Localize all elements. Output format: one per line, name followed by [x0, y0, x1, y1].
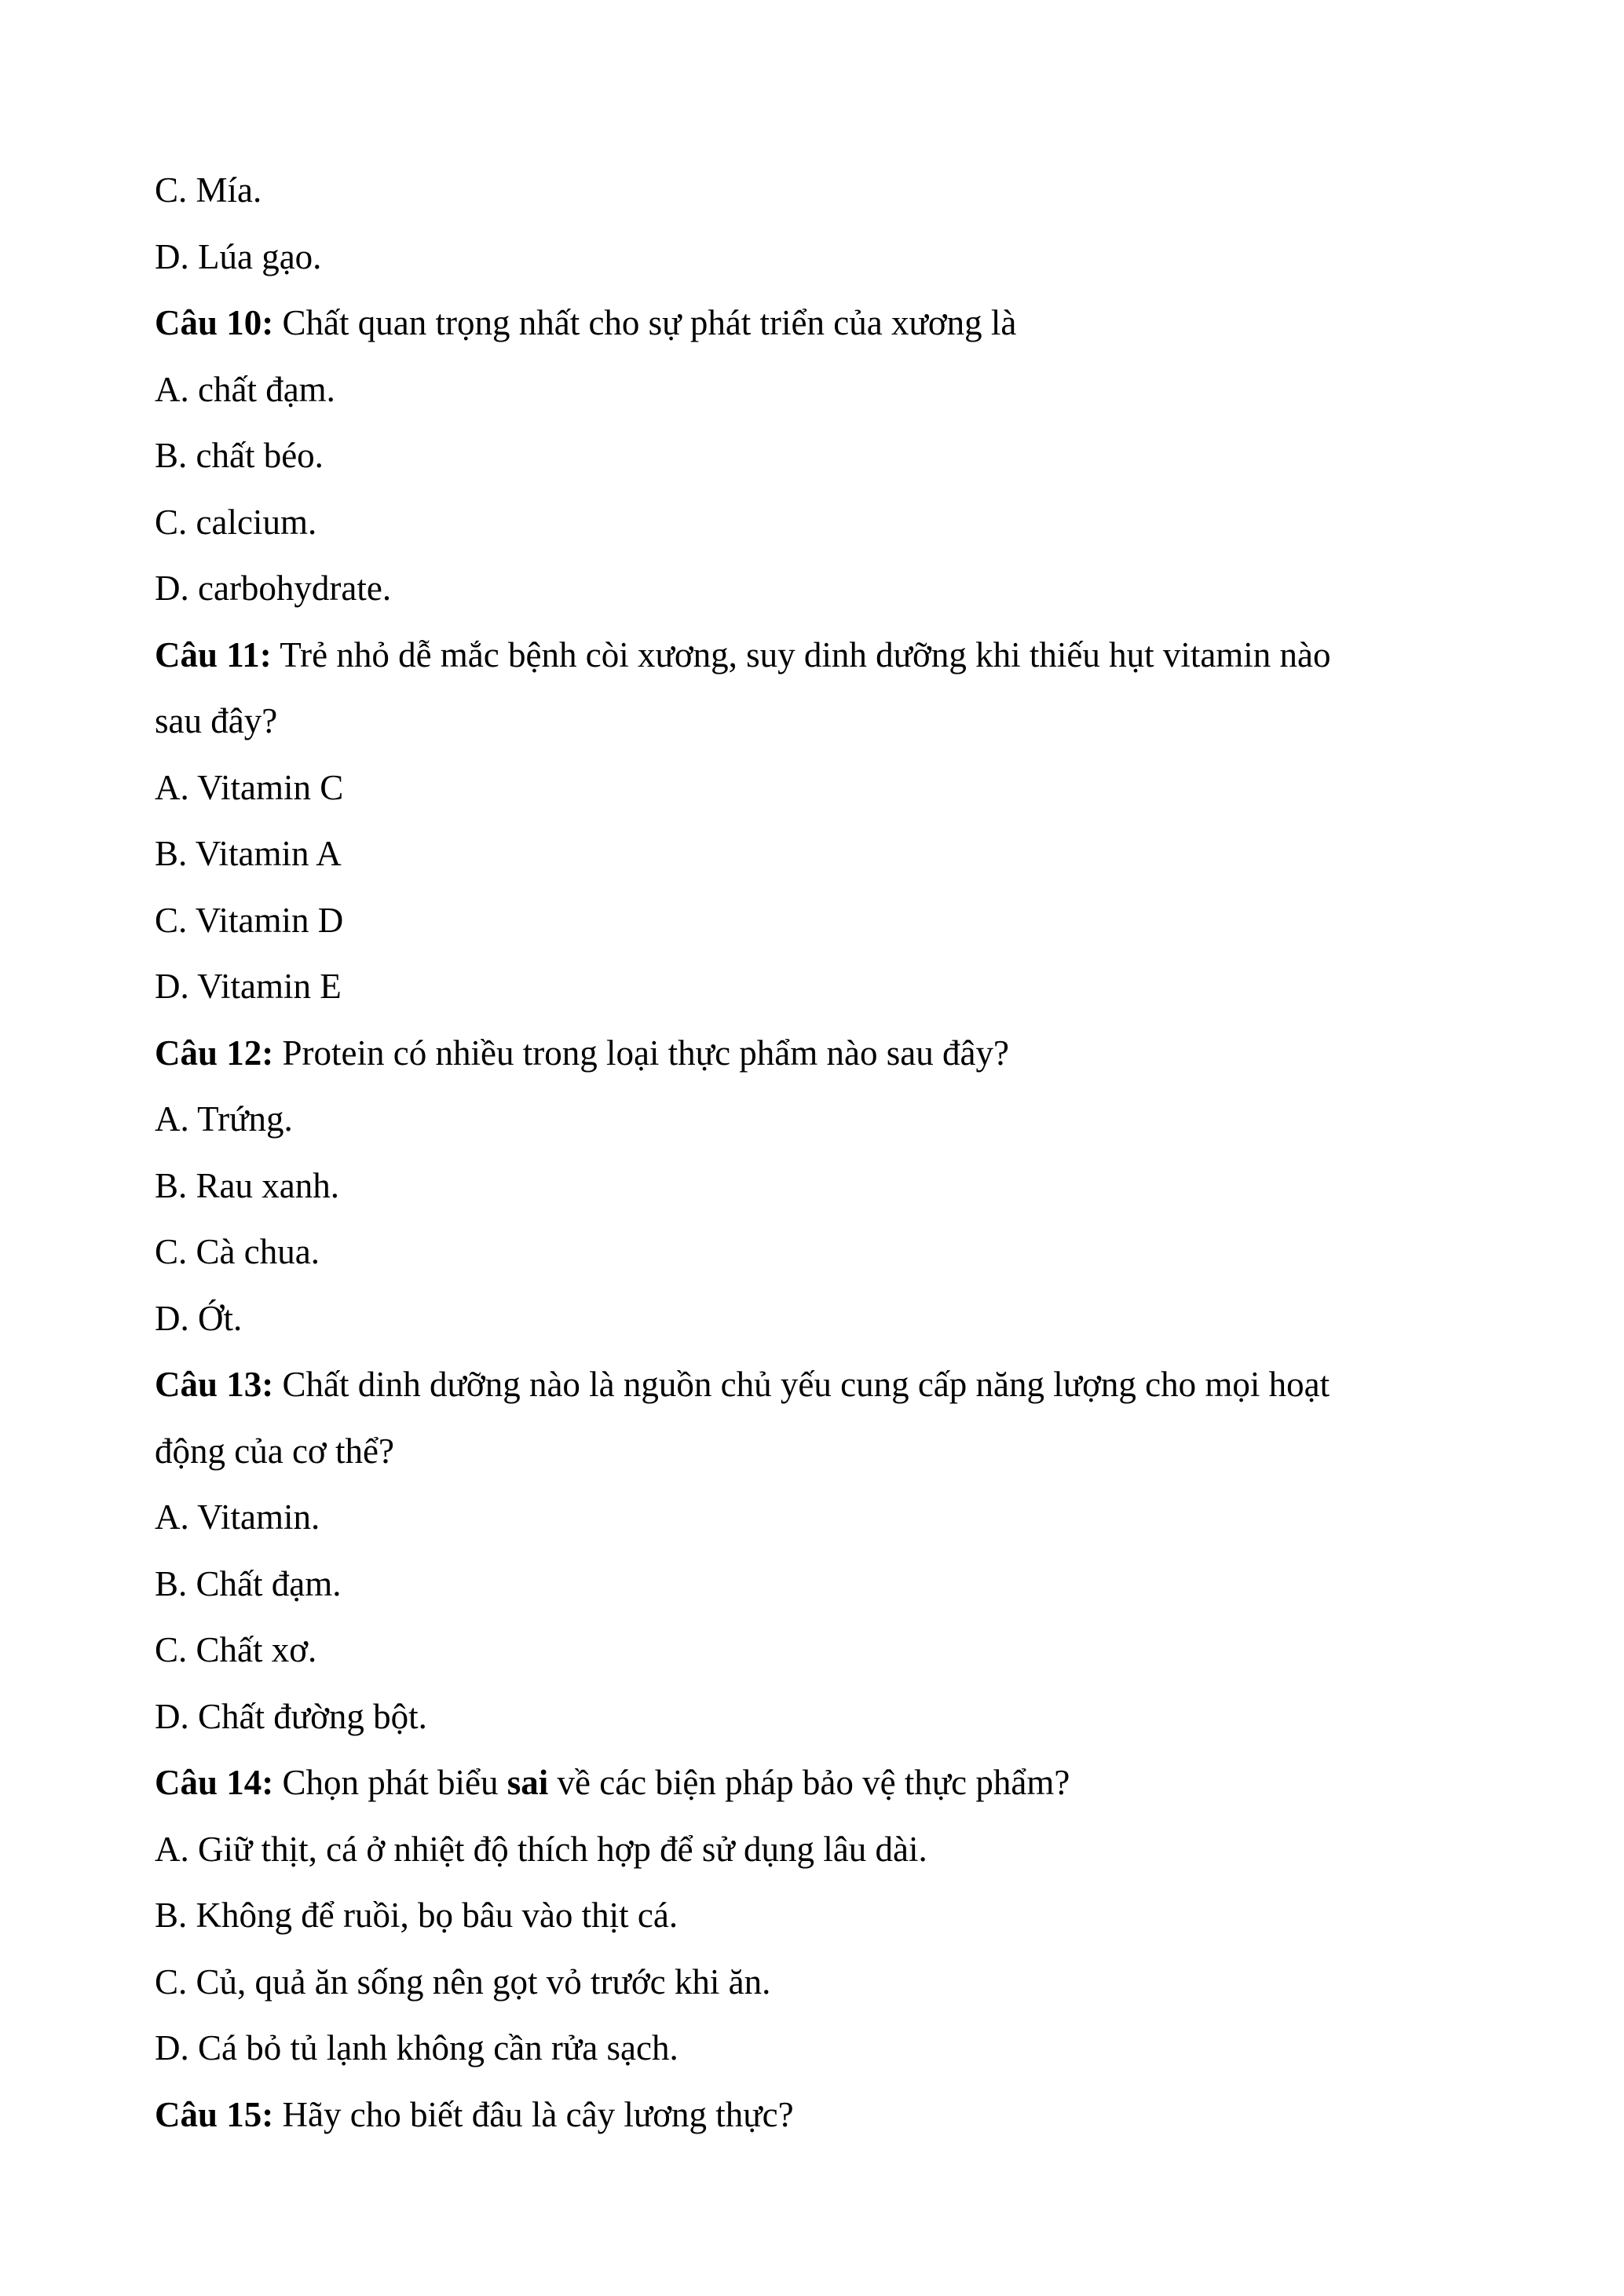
- question-14-text-start: Chọn phát biểu: [273, 1763, 507, 1802]
- question-15-text: Hãy cho biết đâu là cây lương thực?: [273, 2094, 794, 2134]
- question-13-text: Chất dinh dưỡng nào là nguồn chủ yếu cung cấp năng lượng cho mọi hoạt: [273, 1365, 1330, 1404]
- answer-a-q12: A. Trứng.: [155, 1099, 293, 1139]
- question-13: [155, 1351, 1490, 1418]
- question-14-emphasis: sai: [507, 1763, 549, 1802]
- question-15-label: Câu 15:: [155, 2094, 274, 2134]
- question-11-label: Câu 11:: [155, 634, 272, 675]
- question-10-label: Câu 10:: [155, 303, 274, 342]
- answer-d-q9: D. Lúa gạo.: [155, 236, 322, 276]
- question-14-text-end: về các biện pháp bảo vệ thực phẩm?: [548, 1763, 1070, 1802]
- answer-c-q11: C. Vitamin D: [155, 900, 344, 940]
- answer-d-q14: D. Cá bỏ tủ lạnh không cần rửa sạch.: [155, 2028, 678, 2067]
- question-13-label: Câu 13:: [155, 1365, 274, 1404]
- answer-a-q13: A. Vitamin.: [155, 1497, 320, 1537]
- answer-c-q10: C. calcium.: [155, 502, 317, 542]
- answer-b-q10: B. chất béo.: [155, 436, 324, 475]
- answer-c-q13: C. Chất xơ.: [155, 1630, 317, 1669]
- question-10: [155, 290, 1490, 356]
- question-10-text: Chất quan trọng nhất cho sự phát triển của xương là: [273, 303, 1017, 342]
- question-12-text: Protein có nhiều trong loại thực phẩm nào sau đây?: [273, 1033, 1009, 1073]
- question-11: [155, 622, 1490, 689]
- answer-d-q12: D. Ớt.: [155, 1298, 243, 1338]
- answer-a-q10: A. chất đạm.: [155, 369, 335, 409]
- answer-a-q14: A. Giữ thịt, cá ở nhiệt độ thích hợp để sử dụng lâu dài.: [155, 1829, 927, 1869]
- answer-b-q11: B. Vitamin A: [155, 834, 342, 873]
- answer-b-q14: B. Không để ruồi, bọ bâu vào thịt cá.: [155, 1896, 678, 1935]
- answer-c-q12: C. Cà chua.: [155, 1232, 320, 1271]
- answer-c-q14: C. Củ, quả ăn sống nên gọt vỏ trước khi ăn.: [155, 1961, 771, 2002]
- answer-d-q11: D. Vitamin E: [155, 967, 342, 1006]
- question-11-continuation: sau đây?: [155, 701, 278, 740]
- question-12: [155, 1020, 1490, 1087]
- question-13-continuation: động của cơ thể?: [155, 1431, 394, 1471]
- answer-b-q13: B. Chất đạm.: [155, 1563, 342, 1603]
- question-11-text: Trẻ nhỏ dễ mắc bệnh còi xương, suy dinh dưỡng khi thiếu hụt vitamin nào: [271, 634, 1331, 675]
- question-14: [155, 1749, 1490, 1816]
- question-14-label: Câu 14:: [155, 1763, 274, 1802]
- answer-a-q11: A. Vitamin C: [155, 767, 344, 807]
- answer-c-q9: C. Mía.: [155, 170, 262, 210]
- answer-d-q13: D. Chất đường bột.: [155, 1696, 427, 1736]
- answer-d-q10: D. carbohydrate.: [155, 569, 392, 608]
- question-12-label: Câu 12:: [155, 1033, 274, 1073]
- answer-b-q12: B. Rau xanh.: [155, 1165, 339, 1205]
- question-15: [155, 2082, 1490, 2148]
- document-body: [155, 157, 1490, 2148]
